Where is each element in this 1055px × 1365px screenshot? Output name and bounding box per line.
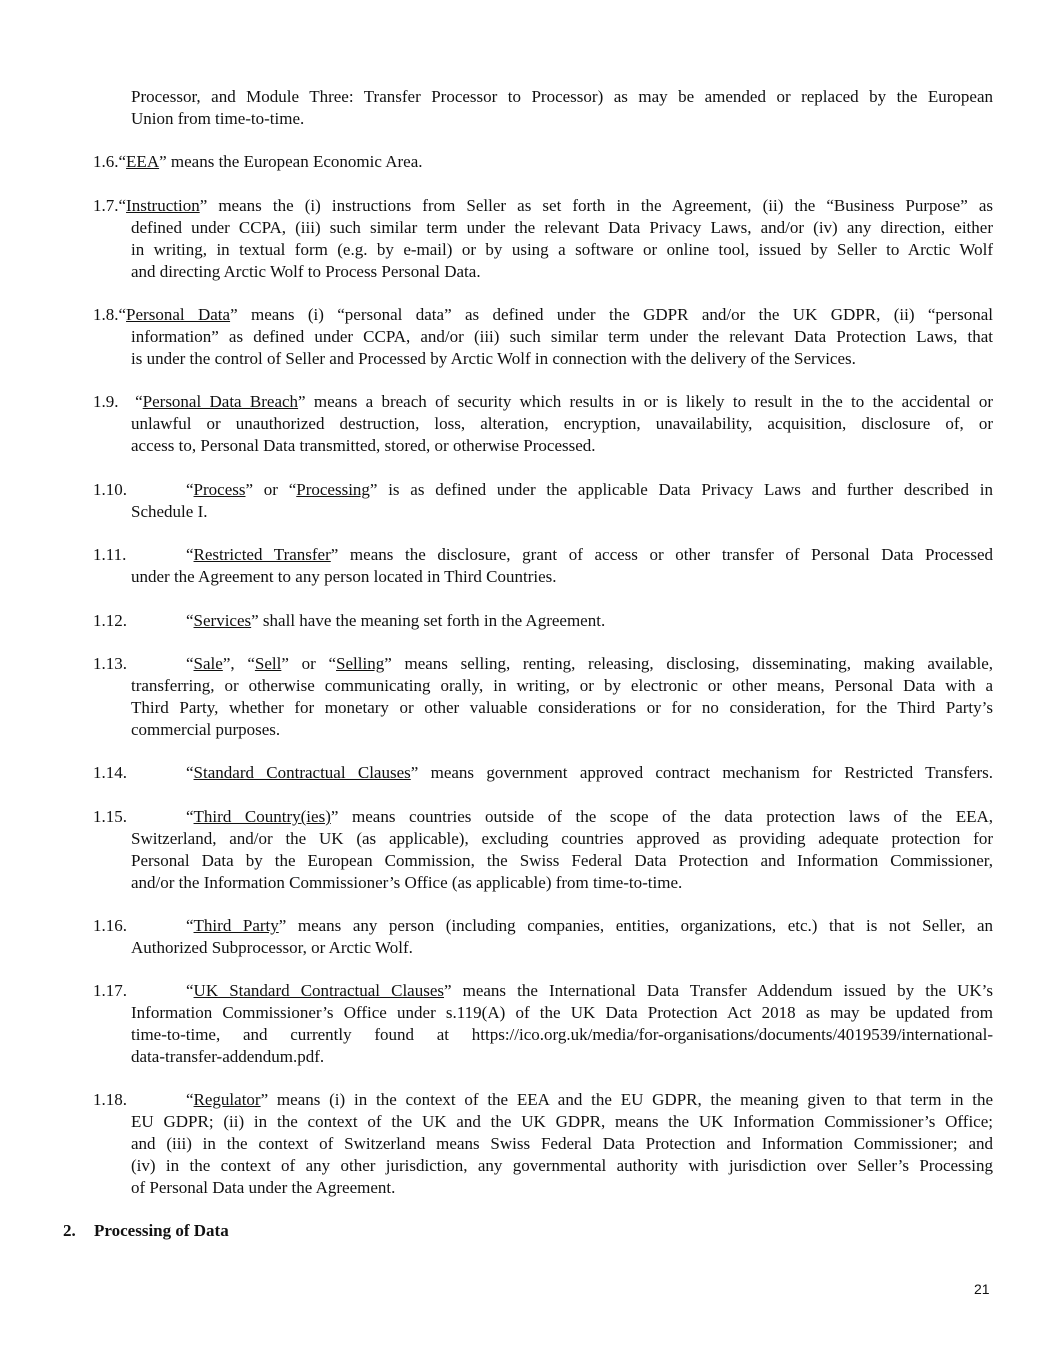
text-line: and (iii) in the context of Switzerland means Swiss Federal Data Protection and Information Commissioner; and — [131, 1134, 993, 1153]
definition-1-6: 1.6.“EEA” means the European Economic Area. — [93, 152, 423, 171]
definition-1-7: 1.7.“Instruction” means the (i) instructions from Seller as set forth in the Agreement, (ii) the “Business Purpose” as — [93, 196, 993, 215]
clause-number: 1.15. — [93, 807, 127, 826]
text-line: Schedule I. — [131, 502, 208, 521]
clause-number: 1.8. — [93, 305, 119, 324]
text-line: ” means selling, renting, releasing, disclosing, disseminating, making available, — [384, 654, 993, 673]
defined-term: Third Party — [193, 916, 279, 935]
defined-term: Process — [193, 480, 246, 499]
definition-1-15-body — [131, 828, 993, 894]
text-line: data-transfer-addendum.pdf. — [131, 1047, 325, 1066]
text-line: time-to-time, and currently found at https://ico.org.uk/media/for-organisations/documents/4019539/international- — [131, 1025, 993, 1044]
text-line: Information Commissioner’s Office under s.119(A) of the UK Data Protection Act 2018 as may be updated from — [131, 1003, 993, 1022]
text-line: ” means (i) in the context of the EEA and the EU GDPR, the meaning given to that term in the — [260, 1090, 993, 1109]
clause-number: 1.6. — [93, 152, 119, 171]
clause-number: 1.18. — [93, 1090, 127, 1109]
clause-number: 1.7. — [93, 196, 119, 215]
section-heading — [63, 1220, 229, 1242]
definition-1-16-body — [131, 937, 993, 959]
text-line: ” means the International Data Transfer Addendum issued by the UK’s — [443, 981, 993, 1000]
clause-number: 1.12. — [93, 611, 127, 630]
definition-1-7-body — [131, 217, 993, 283]
text-line: ” means government approved contract mechanism for Restricted Transfers. — [410, 763, 993, 782]
definition-1-16: “Third Party” means any person (including companies, entities, organizations, etc.) that is not Seller, an — [186, 916, 993, 935]
defined-term: Regulator — [193, 1090, 261, 1109]
definition-1-13: “Sale”, “Sell” or “Selling” means selling, renting, releasing, disclosing, disseminating, making available, — [186, 654, 993, 673]
definition-1-9-body — [131, 413, 993, 457]
text-line: and directing Arctic Wolf to Process Personal Data. — [131, 262, 481, 281]
clause-number: 1.13. — [93, 654, 127, 673]
text-line: Union from time-to-time. — [131, 109, 305, 128]
text-line: under the Agreement to any person located in Third Countries. — [131, 567, 557, 586]
definition-1-8-body — [131, 326, 993, 370]
definition-1-9: 1.9. “Personal Data Breach” means a breach of security which results in or is likely to result in the to the accidental or — [93, 392, 993, 411]
page-number: 21 — [974, 1281, 990, 1297]
text-line: EU GDPR; (ii) in the context of the UK and the UK GDPR, means the UK Information Commissioner’s Office; — [131, 1112, 993, 1131]
clause-number: 1.16. — [93, 916, 127, 935]
defined-term: EEA — [126, 152, 160, 171]
definition-1-12: “Services” shall have the meaning set forth in the Agreement. — [186, 611, 606, 630]
section-title: Processing of Data — [94, 1221, 229, 1240]
defined-term: Processing — [296, 480, 370, 499]
text-line: access to, Personal Data transmitted, stored, or otherwise Processed. — [131, 436, 596, 455]
continuation-paragraph — [131, 86, 993, 130]
defined-term: Instruction — [126, 196, 200, 215]
text-line: defined under CCPA, (iii) such similar term under the relevant Data Privacy Laws, and/or (iv) any direction, either — [131, 218, 993, 237]
definition-1-13-body — [131, 675, 993, 741]
text-line: Processor, and Module Three: Transfer Processor to Processor) as may be amended or replaced by the European — [131, 87, 993, 106]
text-line: of Personal Data under the Agreement. — [131, 1178, 396, 1197]
text-line: ” is as defined under the applicable Data Privacy Laws and further described in — [369, 480, 993, 499]
text-line: transferring, or otherwise communicating orally, in writing, or by electronic or other means, Personal Data with a — [131, 676, 993, 695]
definition-1-11-body — [131, 566, 993, 588]
clause-number: 1.14. — [93, 763, 127, 782]
definition-1-11: “Restricted Transfer” means the disclosure, grant of access or other transfer of Personal Data Processed — [186, 545, 994, 564]
text-line: Personal Data by the European Commission, the Swiss Federal Data Protection and Information Commissioner, — [131, 851, 993, 870]
text-line: Switzerland, and/or the UK (as applicable), excluding countries approved as providing adequate protection for — [131, 829, 993, 848]
definition-1-17: “UK Standard Contractual Clauses” means the International Data Transfer Addendum issued by the UK’s — [186, 981, 993, 1000]
text-line: ” means a breach of security which results in or is likely to result in the to the accidental or — [298, 392, 993, 411]
text-line: unlawful or unauthorized destruction, loss, alteration, encryption, unavailability, acquisition, disclosure of, or — [131, 414, 993, 433]
text-line: information” as defined under CCPA, and/or (iii) such similar term under the relevant Data Protection Laws, that — [131, 327, 993, 346]
defined-term: Restricted Transfer — [193, 545, 331, 564]
defined-term: Sell — [254, 654, 282, 673]
text-line: and/or the Information Commissioner’s Office (as applicable) from time-to-time. — [131, 873, 683, 892]
text-line: ” means any person (including companies, entities, organizations, etc.) that is not Seller, an — [278, 916, 993, 935]
defined-term: Standard Contractual Clauses — [193, 763, 411, 782]
text-line: in writing, in textual form (e.g. by e-mail) or by using a software or online tool, issued by Seller to Arctic Wolf — [131, 240, 993, 259]
defined-term: UK Standard Contractual Clauses — [193, 981, 444, 1000]
defined-term: Selling — [336, 654, 385, 673]
defined-term: Third Country(ies) — [193, 807, 331, 826]
defined-term: Personal Data Breach — [142, 392, 299, 411]
clause-number: 1.10. — [93, 480, 127, 499]
section-number: 2. — [63, 1221, 76, 1240]
clause-number: 1.17. — [93, 981, 127, 1000]
definition-1-15: “Third Country(ies)” means countries outside of the scope of the data protection laws of the EEA, — [186, 807, 993, 826]
defined-term: Services — [193, 611, 252, 630]
definition-1-17-body — [131, 1002, 993, 1068]
defined-term: Personal Data — [126, 305, 231, 324]
definition-1-10-body — [131, 501, 993, 523]
text-line: ” means countries outside of the scope of the data protection laws of the EEA, — [330, 807, 993, 826]
text-line: ” means (i) “personal data” as defined under the GDPR and/or the UK GDPR, (ii) “personal — [230, 305, 994, 324]
clause-number: 1.9. — [93, 392, 119, 411]
text-line: Third Party, whether for monetary or other valuable considerations or for no consideration, for the Third Party’s — [131, 698, 993, 717]
definition-1-18: “Regulator” means (i) in the context of the EEA and the EU GDPR, the meaning given to that term in the — [186, 1090, 993, 1109]
text-line: ” means the European Economic Area. — [159, 152, 423, 171]
text-line: ” means the (i) instructions from Seller as set forth in the Agreement, (ii) the “Business Purpose” as — [199, 196, 993, 215]
text-line: (iv) in the context of any other jurisdiction, any governmental authority with jurisdiction over Seller’s Processing — [131, 1156, 993, 1175]
text-line: is under the control of Seller and Processed by Arctic Wolf in connection with the delivery of the Services. — [131, 349, 856, 368]
text-line: ” means the disclosure, grant of access or other transfer of Personal Data Processed — [330, 545, 994, 564]
clause-number: 1.11. — [93, 545, 127, 564]
defined-term: Sale — [193, 654, 223, 673]
definition-1-10: “Process” or “Processing” is as defined under the applicable Data Privacy Laws and further described in — [186, 480, 993, 499]
definition-1-8: 1.8.“Personal Data” means (i) “personal data” as defined under the GDPR and/or the UK GDPR, (ii) “personal — [93, 305, 994, 324]
definition-1-18-body — [131, 1111, 993, 1199]
text-line: commercial purposes. — [131, 720, 281, 739]
text-line: Authorized Subprocessor, or Arctic Wolf. — [131, 938, 413, 957]
definition-1-14: “Standard Contractual Clauses” means government approved contract mechanism for Restricted Transfers. — [186, 763, 993, 782]
text-line: ” shall have the meaning set forth in the Agreement. — [251, 611, 606, 630]
